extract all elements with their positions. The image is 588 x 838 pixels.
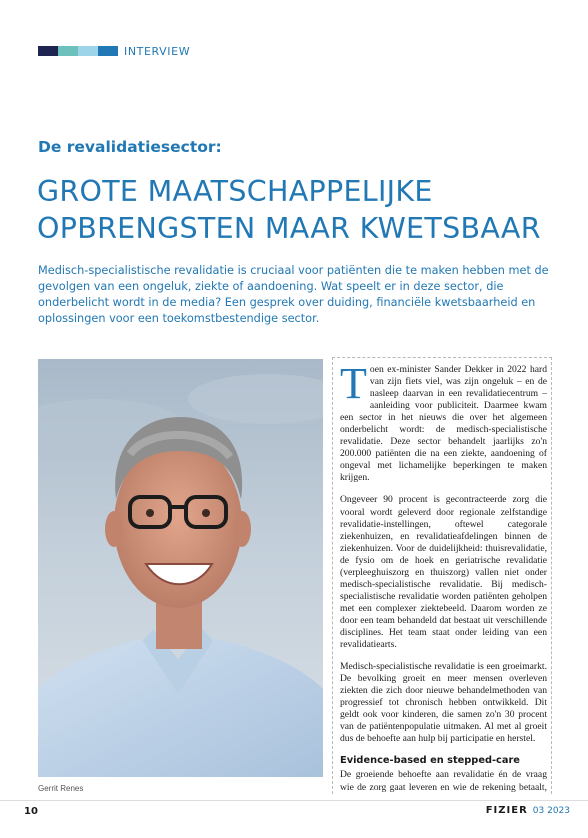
kicker: De revalidatiesector: <box>38 138 222 156</box>
tag-bar-navy <box>38 46 58 56</box>
magazine-name: FIZIER <box>485 805 528 816</box>
portrait-image <box>38 359 323 777</box>
issue-number: 03 2023 <box>532 806 570 816</box>
footer-rule <box>0 800 588 801</box>
tag-bar-light-blue <box>78 46 98 56</box>
headline-line-2: OPBRENGSTEN MAAR KWETSBAAR <box>37 212 541 245</box>
headline <box>37 173 567 247</box>
drop-cap: T <box>340 364 367 408</box>
tag-bar-blue <box>98 46 118 56</box>
portrait-photo <box>38 359 323 777</box>
article-body <box>340 364 547 792</box>
article-paragraph-3: Medisch-specialistische revalidatie is een groeimarkt. De bevolking groeit en meer mensen overleven ziekten die zich door nieuwe behandelmethoden van progressief tot chronisch hebben ontwikkeld. Dit geldt ook voor kinderen, die samen zo'n 30 procent van de patiëntenpopulatie uitmaken. Al met al groeit dus de behoefte aan hulp bij participatie en herstel. <box>340 661 547 745</box>
section-tag <box>38 44 190 58</box>
lead-paragraph: Medisch-specialistische revalidatie is cruciaal voor patiënten die te maken hebben met de gevolgen van een ongeluk, ziekte of aandoening. Wat speelt er in deze sector, die onderbelicht wordt in de media? Een gesprek over duiding, financiële kwetsbaarheid en oplossingen voor een toekomstbestendige sector. <box>38 264 549 325</box>
article-paragraph-1 <box>340 364 547 484</box>
page-number: 10 <box>24 806 38 817</box>
footer-magazine <box>486 805 570 816</box>
tag-bar-teal <box>58 46 78 56</box>
headline-line-1: GROTE MAATSCHAPPELIJKE <box>37 175 433 208</box>
article-paragraph-2: Ongeveer 90 procent is gecontracteerde zorg die vooral wordt geleverd door regionale zelfstandige revalidatie-instellingen, oftewel categorale ziekenhuizen, en revalidatieafdelingen binnen de ziekenhuizen. Voor de duidelijkheid: thuisrevalidatie, de fysio om de hoek en geriatrische revalidatie (verpleeghuiszorg en thuiszorg) vallen niet onder medisch-specialistische revalidatie. Bij medisch-specialistische revalidatie worden patiënten geholpen met een complexer ziektebeeld. Daarom worden ze door een team behandeld dat bestaat uit verschillende disciplines. Het team staat onder leiding van een revalidatiearts. <box>340 494 547 651</box>
article-paragraph-1-text: oen ex-minister Sander Dekker in 2022 hard van zijn fiets viel, was zijn ongeluk – en de nasleep daarvan in een revalidatiecentrum – aanleiding voor publiciteit. Daarmee kwam een sector in het nieuws die over het algemeen onderbelicht wordt: de medisch-specialistische revalidatie. Deze sector behandelt jaarlijks zo'n 200.000 patiënten die na een ziekte, aandoening of ongeval met lichamelijke beperkingen te maken krijgen. <box>340 364 547 484</box>
article-subheading: Evidence-based en stepped-care <box>340 755 520 767</box>
section-label: INTERVIEW <box>124 44 191 58</box>
article-paragraph-4: De groeiende behoefte aan revalidatie én de vraag wie de zorg gaat leveren en wie de rekening betaalt, <box>340 769 547 792</box>
photo-caption: Gerrit Renes <box>38 784 84 793</box>
